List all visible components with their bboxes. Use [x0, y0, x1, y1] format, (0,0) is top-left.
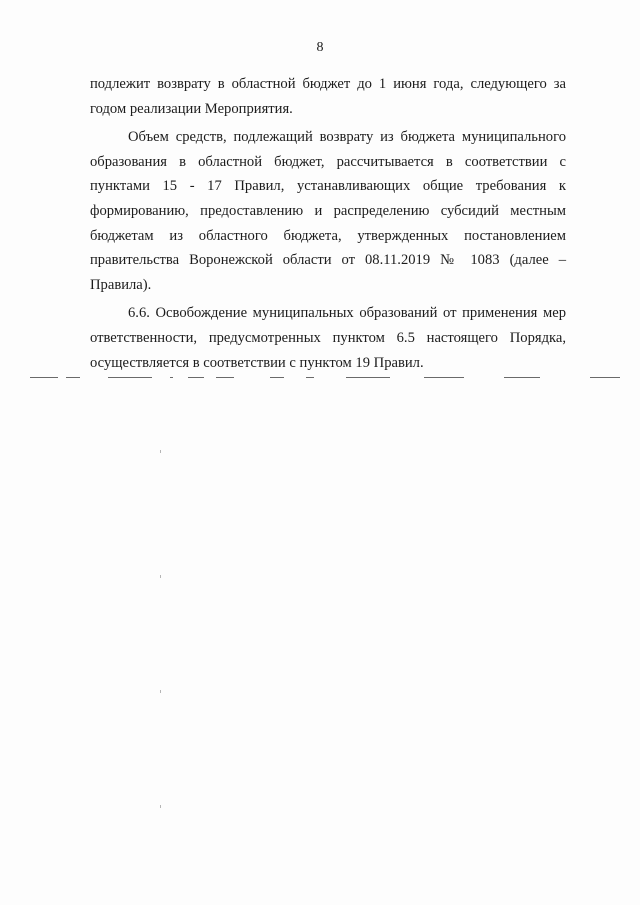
scan-artifact	[160, 450, 161, 453]
page-number: 8	[316, 40, 324, 55]
document-body	[90, 72, 566, 375]
paragraph-continuation: подлежит возврату в областной бюджет до 1 июня года, следующего за годом реализации Мероприятия.	[90, 76, 566, 117]
scan-artifact	[160, 690, 161, 693]
section-cut-line	[30, 377, 620, 379]
paragraph-6-6: 6.6. Освобождение муниципальных образований от применения мер ответственности, предусмотренных пунктом 6.5 настоящего Порядка, осуществляется в соответствии с пунктом 19 Правил.	[90, 305, 566, 371]
paragraph-refund-volume: Объем средств, подлежащий возврату из бюджета муниципального образования в областной бюджет, рассчитывается в соответствии с пунктами 15 - 17 Правил, устанавливающих общие требования к формированию, предоставлению и распределению субсидий местным бюджетам из областного бюджета, утвержденных постановлением правительства Воронежской области от 08.11.2019 № 1083 (далее – Правила).	[90, 129, 566, 293]
scan-artifact	[160, 575, 161, 578]
scan-artifact	[160, 805, 161, 808]
